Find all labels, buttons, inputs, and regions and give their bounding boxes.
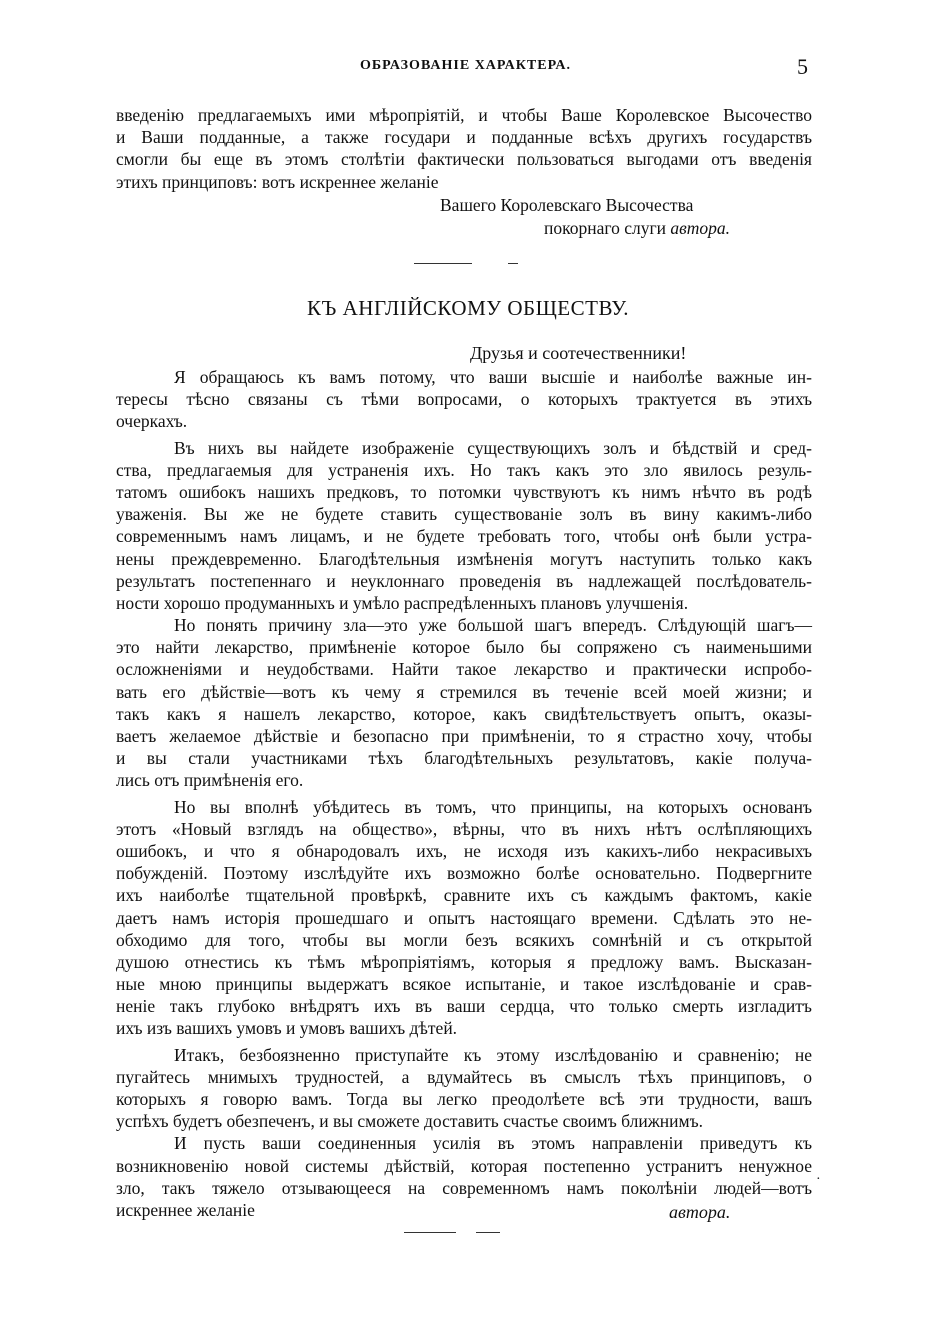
text-line: ихъ изъ вашихъ умовъ и умовъ вашихъ дѣтей. xyxy=(116,1018,458,1039)
text-line: и Ваши подданные, а также государи и подданные всѣхъ другихъ государствъ xyxy=(116,127,812,148)
stray-mark: · xyxy=(816,1172,821,1187)
text-line: побужденій. Поэтому изслѣдуйте ихъ возможно болѣе основательно. Подвергните xyxy=(116,863,812,884)
page-number: 5 xyxy=(797,54,808,79)
text-line: обходимо для того, чтобы вы могли безъ всякихъ сомнѣній и съ открытой xyxy=(116,929,812,950)
text-line: Итакъ, безбоязненно приступайте къ этому изслѣдованію и сравненію; не xyxy=(174,1044,812,1065)
text-line: неніе такъ глубоко внѣдрятъ ихъ въ ваши сердца, что только смерть изгладитъ xyxy=(116,996,812,1017)
section-divider xyxy=(508,263,518,264)
text-line: татомъ ошибокъ нашихъ предковъ, то потомки чувствуютъ къ нимъ нѣчто въ родѣ xyxy=(116,481,812,502)
closing-signature: автора. xyxy=(669,1202,731,1222)
text-line: Я обращаюсь къ вамъ потому, что ваши высшіе и наиболѣе важные ин- xyxy=(174,367,812,387)
text-line: которыхъ я говорю вамъ. Тогда вы легко преодолѣете всѣ эти трудности, вашъ xyxy=(116,1089,812,1109)
end-divider xyxy=(404,1232,456,1233)
end-divider xyxy=(476,1232,500,1233)
text-line: современнымъ намъ лицамъ, и не будете требовать того, чтобы онѣ были устра- xyxy=(116,526,812,547)
dedication-text xyxy=(116,104,812,193)
text-line: лись отъ примѣненія его. xyxy=(116,770,304,791)
signature-prefix: покорнаго слуги xyxy=(544,218,671,238)
text-line: пугайтесь мнимыхъ трудностей, а вдумайтесь въ смыслъ тѣхъ принциповъ, о xyxy=(116,1066,812,1087)
text-line: Но вы вполнѣ убѣдитесь въ томъ, что принципы, на которыхъ основанъ xyxy=(174,796,812,817)
text-line: уваженія. Вы же не будете ставить существованіе золъ въ вину какимъ-либо xyxy=(116,504,812,525)
section-heading: КЪ АНГЛІЙСКОМУ ОБЩЕСТВУ. xyxy=(307,296,629,320)
signature-line-author xyxy=(544,218,730,239)
section-divider xyxy=(414,263,472,264)
text-line: вать его дѣйствіе—вотъ къ чему я стремился въ теченіе всей моей жизни; и xyxy=(116,681,812,702)
signature-line: Вашего Королевскаго Высочества xyxy=(440,195,694,215)
text-line: возникновенію новой системы дѣйствій, которая постепенно устранитъ ненужное xyxy=(116,1155,812,1176)
text-line: даетъ намъ исторія прошедшаго и опытъ настоящаго времени. Сдѣлать это не- xyxy=(116,907,812,928)
text-line: этихъ принциповъ: вотъ искреннее желаніе xyxy=(116,171,439,192)
text-line: тересы тѣсно связаны съ тѣми вопросами, о которыхъ трактуется въ этихъ xyxy=(116,389,812,410)
text-line: искреннее желаніе xyxy=(116,1199,255,1220)
text-line: такъ какъ я нашелъ лекарство, которое, какъ свидѣтельствуетъ опытъ, оказы- xyxy=(116,703,812,724)
text-line: нены преждевременно. Благодѣтельныя измѣненія могутъ наступить только какъ xyxy=(116,548,812,569)
text-line: и вы стали участниками тѣхъ благодѣтельныхъ результатовъ, какіе получа- xyxy=(116,748,812,769)
text-line: Но понять причину зла—это уже большой шагъ впередъ. Слѣдующій шагъ— xyxy=(174,615,812,636)
text-line: очеркахъ. xyxy=(116,411,188,432)
text-line: это найти лекарство, примѣненіе которое было бы сопряжено съ наименьшими xyxy=(116,637,812,658)
text-line: смогли бы еще въ этомъ столѣтіи фактически пользоваться выгодами отъ введенія xyxy=(116,149,812,170)
text-line: ошибокъ, и что я обнародовалъ ихъ, не исходя изъ какихъ-либо некрасивыхъ xyxy=(116,840,812,861)
running-title: ОБРАЗОВАНІЕ ХАРАКТЕРА. xyxy=(360,58,571,73)
text-line: ваетъ желаемое дѣйствіе и безопасно при примѣненіи, то я страстно хочу, чтобы xyxy=(116,726,812,746)
text-line: ства, предлагаемыя для устраненія ихъ. Но такъ какъ это зло явилось резуль- xyxy=(116,459,812,480)
text-line: осложненіями и неудобствами. Найти такое лекарство и практически испробо- xyxy=(116,659,812,680)
text-line: душою отнестись къ тѣмъ мѣропріятіямъ, которыя я предложу вамъ. Высказан- xyxy=(116,951,812,972)
text-line: зло, такъ тяжело отзывающееся на современномъ намъ поколѣніи людей—вотъ xyxy=(116,1177,812,1198)
text-line: И пусть ваши соединенныя усилія въ этомъ направленіи приведутъ къ xyxy=(174,1133,812,1154)
text-line: ности хорошо продуманныхъ и умѣло распредѣленныхъ плановъ улучшенія. xyxy=(116,592,689,613)
text-line: этотъ «Новый взглядъ на общество», вѣрны, что въ нихъ нѣтъ ослѣпляющихъ xyxy=(116,818,812,839)
text-line: результатъ постепеннаго и неуклоннаго проведенія въ надлежащей послѣдователь- xyxy=(116,570,812,591)
text-line: Въ нихъ вы найдете изображеніе существующихъ золъ и бѣдствій и сред- xyxy=(174,437,812,458)
body-text xyxy=(116,366,812,1221)
text-line: ихъ наиболѣе тщательной провѣркѣ, сравните ихъ съ каждымъ фактомъ, какіе xyxy=(116,885,812,906)
signature-author: автора. xyxy=(670,218,731,238)
text-line: ные мною принципы выдержатъ всякое испытаніе, и такое изслѣдованіе и срав- xyxy=(116,974,812,995)
greeting: Друзья и соотечественники! xyxy=(470,343,687,363)
text-line: введенію предлагаемыхъ ими мѣропріятій, и чтобы Ваше Королевское Высочество xyxy=(116,105,812,125)
text-line: успѣхъ будетъ обезпеченъ, и вы сможете доставить счастье своимъ ближнимъ. xyxy=(116,1111,704,1132)
